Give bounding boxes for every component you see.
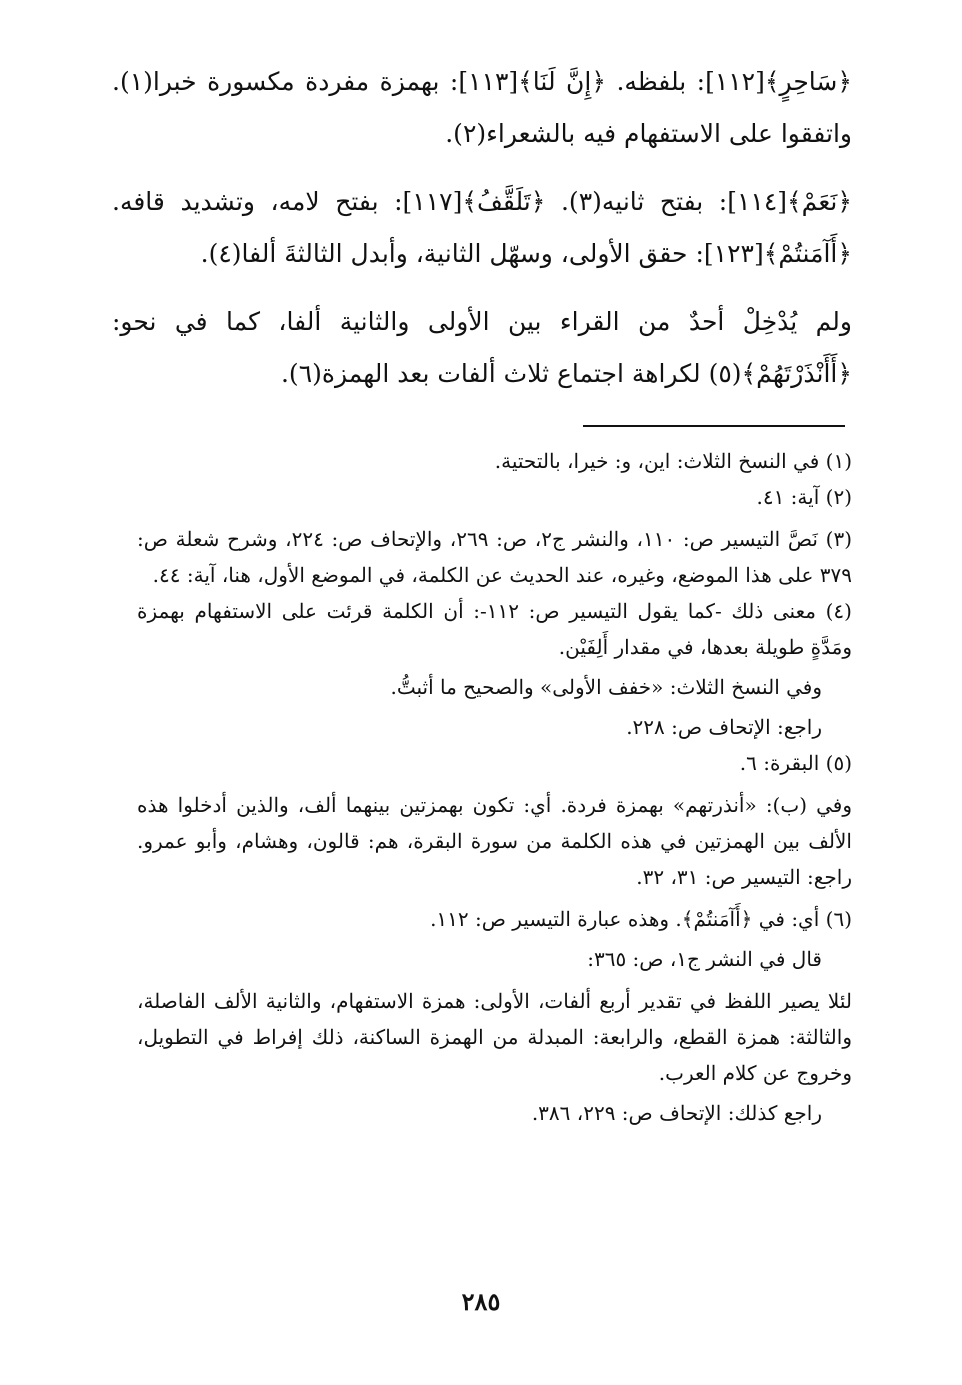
page-number: ٢٨٥	[461, 1287, 501, 1316]
footnote-continuation: وفي (ب): «أنذرتهم» بهمزة فردة. أي: تكون بهمزتين بينهما ألف، والذين أدخلوا هذه الألف بين الهمزتين في هذه الكلمة من سورة البقرة، هم: قالون، وهشام، وأبو عمرو. راجع: التيسير ص: ٣١، ٣٢.	[137, 793, 852, 889]
main-paragraph: ولم يُدْخِلْ أحدٌ من القراء بين الأولى والثانية ألفا، كما في نحو: ﴿أَأَنْذَرْتَهُمْ﴾(٥) لكراهة اجتماع ثلاث ألفات بعد الهمزة(٦).	[112, 307, 852, 388]
footnote: (٤) معنى ذلك -كما يقول التيسير ص: ١١٢-: أن الكلمة قرئت على الاستفهام بهمزة ومَدَّةٍ طويلة بعدها، في مقدار أَلِفَيْن.	[137, 599, 852, 659]
main-paragraph: ﴿نَعَمْ﴾[١١٤]: بفتح ثانيه(٣). ﴿تَلَقَّفُ﴾[١١٧]: بفتح لامه، وتشديد قافه. ﴿أَآمَنتُمْ﴾[١٢٣]: حقق الأولى، وسهّل الثانية، وأبدل الثالثةَ ألفا(٤).	[112, 187, 852, 268]
footnote: (١) في النسخ الثلاث: اين، و: خيرا، بالتحتية.	[494, 449, 852, 473]
footnote: (٥) البقرة: ٦.	[739, 751, 852, 775]
footnote-continuation: راجع كذلك: الإتحاف ص: ٢٢٩، ٣٨٦.	[531, 1101, 822, 1125]
footnote-continuation: قال في النشر ج١، ص: ٣٦٥:	[587, 947, 822, 971]
footnotes	[137, 443, 852, 1131]
main-text	[112, 56, 852, 400]
footnote-continuation: راجع: الإتحاف ص: ٢٢٨.	[626, 715, 822, 739]
footnote-divider	[583, 425, 845, 427]
footnote: (٦) أي: في ﴿أَآمَنتُمْ﴾. وهذه عبارة التيسير ص: ١١٢.	[430, 907, 852, 931]
footnote-continuation: وفي النسخ الثلاث: «خفف الأولى» والصحيح ما أثبتُّ.	[390, 675, 822, 699]
main-paragraph: ﴿سَاحِرٍ﴾[١١٢]: بلفظه. ﴿إِنَّ لَنَا﴾[١١٣]: بهمزة مفردة مكسورة خبرا(١). واتفقوا على الاستفهام فيه بالشعراء(٢).	[112, 67, 852, 148]
footnote: (٣) نَصَّ التيسير ص: ١١٠، والنشر ج٢، ص: ٢٦٩، والإتحاف ص: ٢٢٤، وشرح شعلة ص: ٣٧٩ على هذا الموضع، وغيره، عند الحديث عن الكلمة، في الموضع الأول، هنا، آية: ٤٤.	[137, 527, 852, 587]
footnote-quotation: لئلا يصير اللفظ في تقدير أربع ألفات، الأولى: همزة الاستفهام، والثانية الألف الفاصلة، والثالثة: همزة القطع، والرابعة: المبدلة من الهمزة الساكنة، ذلك إفراط في التطويل، وخروج عن كلام العرب.	[137, 989, 852, 1085]
footnote: (٢) آية: ٤١.	[756, 485, 852, 509]
